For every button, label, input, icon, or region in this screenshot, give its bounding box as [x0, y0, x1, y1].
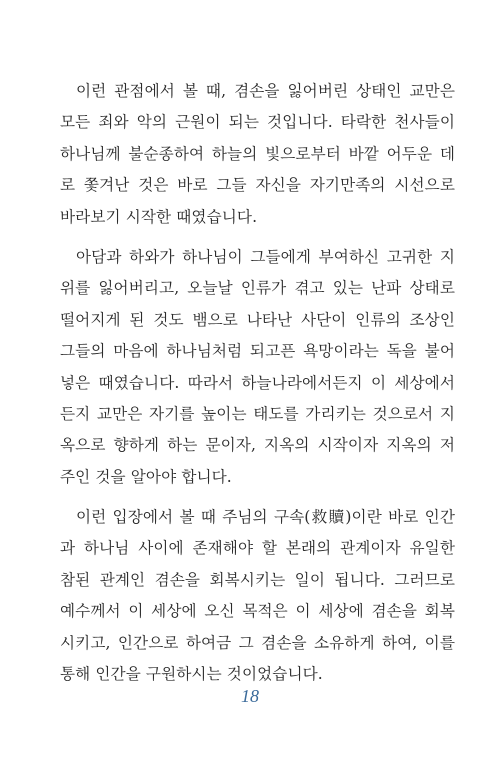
text-line: 과 하나님 사이에 존재해야 할 본래의 관계이자 유일한: [60, 539, 455, 558]
text-line: 예수께서 이 세상에 오신 목적은 이 세상에 겸손을 회복: [60, 602, 455, 621]
text-line: 이런 입장에서 볼 때 주님의 구속(救贖)이란 바로 인간: [76, 508, 455, 527]
text-line: 위를 잃어버리고, 오늘날 인류가 겪고 있는 난파 상태로: [60, 279, 455, 298]
text-line: 통해 인간을 구원하시는 것이었습니다.: [60, 665, 323, 684]
text-line: 참된 관계인 겸손을 회복시키는 일이 됩니다. 그러므로: [60, 570, 455, 589]
text-line: 하나님께 불순종하여 하늘의 빛으로부터 바깥 어두운 데: [60, 144, 455, 163]
paragraph-1: [60, 76, 455, 233]
paragraph-2: [60, 242, 455, 493]
text-line: 넣은 때였습니다. 따라서 하늘나라에서든지 이 세상에서: [60, 373, 455, 392]
text-line: 그들의 마음에 하나님처럼 되고픈 욕망이라는 독을 불어: [60, 342, 455, 361]
text-line: 주인 것을 알아야 합니다.: [60, 467, 232, 486]
text-line: 아담과 하와가 하나님이 그들에게 부여하신 고귀한 지: [76, 247, 455, 266]
page-number: 18: [241, 686, 259, 706]
text-line: 바라보기 시작한 때였습니다.: [60, 207, 258, 226]
text-line: 모든 죄와 악의 근원이 되는 것입니다. 타락한 천사들이: [60, 113, 455, 132]
paragraph-3: [60, 502, 455, 690]
text-line: 옥으로 향하게 하는 문이자, 지옥의 시작이자 지옥의 저: [60, 436, 455, 455]
text-line: 로 쫓겨난 것은 바로 그들 자신을 자기만족의 시선으로: [60, 176, 455, 195]
text-line: 시키고, 인간으로 하여금 그 겸손을 소유하게 하여, 이를: [60, 633, 455, 652]
body-text: [60, 76, 455, 699]
text-line: 이런 관점에서 볼 때, 겸손을 잃어버린 상태인 교만은: [76, 82, 455, 100]
text-line: 든지 교만은 자기를 높이는 태도를 가리키는 것으로서 지: [60, 404, 455, 423]
text-line: 떨어지게 된 것도 뱀으로 나타난 사단이 인류의 조상인: [60, 310, 455, 329]
